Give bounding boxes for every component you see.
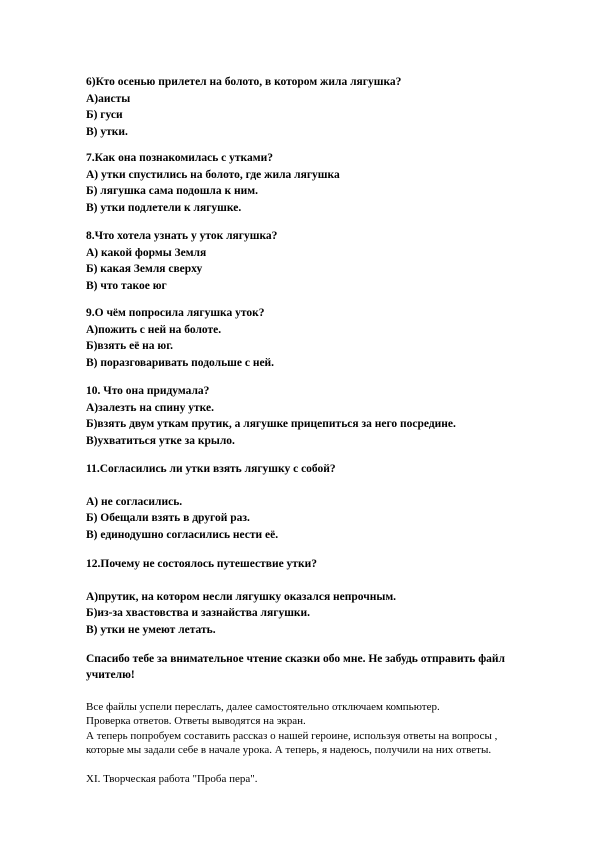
question-title: 11.Согласились ли утки взять лягушку с собой? xyxy=(86,463,336,475)
question-title: 12.Почему не состоялось путешествие утки? xyxy=(86,558,317,570)
question-6 xyxy=(86,74,546,140)
question-7 xyxy=(86,150,546,216)
lesson-notes xyxy=(86,700,556,757)
question-9 xyxy=(86,305,546,371)
answer-option: А)пожить с ней на болоте. xyxy=(86,323,222,336)
answer-option: Б)взять двум уткам прутик, а лягушке прицепиться за него посредине. xyxy=(86,418,456,431)
answer-option: А) утки спустились на болото, где жила лягушка xyxy=(86,168,340,181)
note-line: которые мы задали себе в начале урока. А теперь, я надеюсь, получили на них ответы. xyxy=(86,743,492,756)
answer-option: В)ухватиться утке за крыло. xyxy=(86,434,235,447)
answer-option: А)залезть на спину утке. xyxy=(86,401,214,414)
closing-message: Спасибо тебе за внимательное чтение сказки обо мне. Не забудь отправить файл учителю! xyxy=(86,653,505,681)
question-title: 8.Что хотела узнать у уток лягушка? xyxy=(86,230,278,242)
answer-option: Б) Обещали взять в другой раз. xyxy=(86,512,250,525)
question-title: 9.О чём попросила лягушка уток? xyxy=(86,307,265,319)
answer-option: В) единодушно согласились нести её. xyxy=(86,528,279,541)
answer-option: Б) какая Земля сверху xyxy=(86,263,203,276)
answer-option: Б) лягушка сама подошла к ним. xyxy=(86,185,258,198)
note-line: А теперь попробуем составить рассказ о нашей героине, используя ответы на вопросы , xyxy=(86,729,498,742)
answer-option: В) утки подлетели к лягушке. xyxy=(86,201,242,214)
answer-option: В) поразговаривать подольше с ней. xyxy=(86,356,275,369)
question-title: 6)Кто осенью прилетел на болото, в котором жила лягушка? xyxy=(86,76,402,88)
question-12 xyxy=(86,556,546,638)
answer-option: А)аисты xyxy=(86,92,131,105)
answer-option: А) не согласились. xyxy=(86,495,183,508)
question-title: 7.Как она познакомилась с утками? xyxy=(86,152,273,164)
answer-option: Б)взять её на юг. xyxy=(86,340,174,353)
answer-option: В) утки не умеют летать. xyxy=(86,623,216,636)
question-11 xyxy=(86,461,546,543)
section-heading: XI. Творческая работа "Проба пера". xyxy=(86,773,258,785)
answer-option: Б)из-за хвастовства и зазнайства лягушки. xyxy=(86,607,311,620)
answer-option: В) утки. xyxy=(86,125,128,138)
question-title: 10. Что она придумала? xyxy=(86,385,210,397)
question-10 xyxy=(86,383,546,449)
answer-option: В) что такое юг xyxy=(86,279,167,292)
answer-option: А) какой формы Земля xyxy=(86,246,207,259)
question-8 xyxy=(86,228,546,294)
note-line: Проверка ответов. Ответы выводятся на экран. xyxy=(86,715,306,728)
answer-option: Б) гуси xyxy=(86,109,123,122)
note-line: Все файлы успели переслать, далее самостоятельно отключаем компьютер. xyxy=(86,701,440,713)
answer-option: А)прутик, на котором несли лягушку оказался непрочным. xyxy=(86,590,397,603)
